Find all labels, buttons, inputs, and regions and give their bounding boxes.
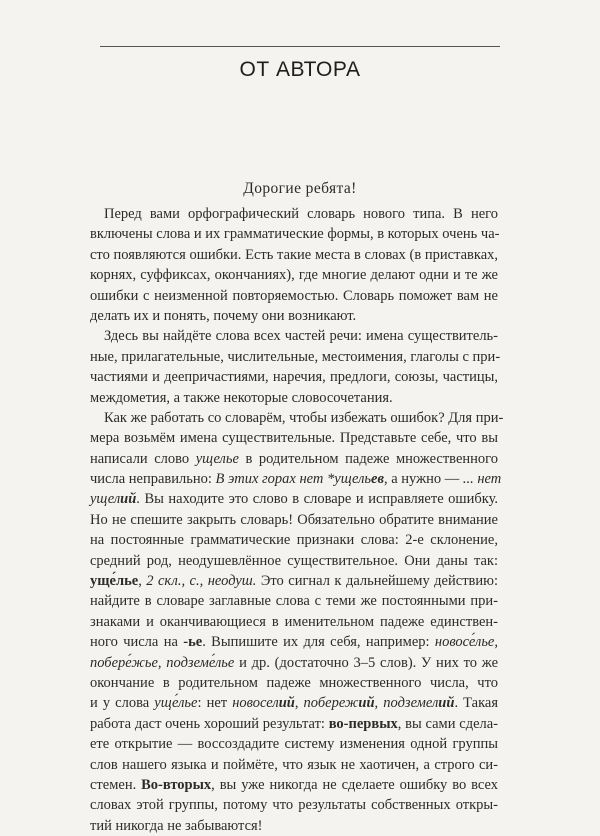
text-line bbox=[90, 816, 498, 836]
text-run: включены слова и их грамматические формы, в которых очень ча- bbox=[90, 226, 500, 243]
text-line bbox=[90, 489, 498, 509]
text-line bbox=[90, 408, 504, 428]
text-run: ущел bbox=[90, 491, 121, 508]
text-run: В этих горах нет *ущел bbox=[215, 471, 365, 488]
text-run: ий bbox=[358, 695, 375, 712]
text-run: и др. (достаточно 3–5 слов). У них то же bbox=[234, 654, 499, 671]
text-run: , вы уже никогда не сделаете ошибку во всех bbox=[211, 776, 498, 793]
text-run: ущелье bbox=[195, 450, 239, 467]
body-text bbox=[90, 204, 504, 836]
text-run: ь bbox=[364, 471, 372, 488]
text-run: на постоянные грамматические признаки слова: 2-е склонение, bbox=[90, 532, 498, 549]
text-run: в родительном падеже множественного bbox=[238, 450, 498, 467]
text-run: Но не спешите закрыть словарь! Обязательно обратите внимание bbox=[90, 511, 498, 528]
text-run: мера возьмём имена существительные. Представьте себе, что вы bbox=[90, 430, 498, 447]
text-run: Это сигнал к дальнейшему действию: bbox=[256, 573, 498, 590]
text-run: , вы сами сдела- bbox=[397, 715, 499, 732]
text-line bbox=[90, 755, 498, 775]
text-run: ного числа на bbox=[90, 634, 184, 651]
text-run: и у слова bbox=[90, 695, 155, 712]
text-run: : нет bbox=[197, 695, 233, 712]
text-line bbox=[90, 795, 498, 815]
text-run: ... нет bbox=[462, 471, 502, 488]
text-run: побере́жье, подземе́лье bbox=[90, 654, 235, 671]
text-line bbox=[90, 286, 498, 306]
text-run: окончание в родительном падеже множественного числа, что bbox=[90, 674, 498, 691]
text-run: . Такая bbox=[454, 695, 499, 712]
text-line bbox=[90, 693, 498, 713]
text-run: междометия, а также некоторые словосочетания. bbox=[90, 389, 393, 406]
text-line bbox=[90, 224, 498, 244]
text-line bbox=[90, 245, 498, 265]
text-run: во-первых bbox=[328, 715, 398, 732]
page-title: ОТ АВТОРА bbox=[239, 58, 361, 81]
text-run: найдите в словаре заглавные слова с теми же постоянными при- bbox=[90, 593, 498, 610]
text-run: ные, прилагательные, числительные, местоимения, глаголы с при- bbox=[90, 348, 501, 365]
text-line bbox=[90, 551, 498, 571]
text-line bbox=[90, 367, 498, 387]
header-rule bbox=[100, 46, 500, 47]
text-run: знаками и оканчивающиеся в именительном падеже единствен- bbox=[90, 613, 498, 630]
text-run: Во-вторых bbox=[141, 776, 212, 793]
text-line bbox=[90, 571, 498, 591]
text-run: уще́лье bbox=[154, 695, 198, 712]
text-line bbox=[90, 530, 498, 550]
text-run: новосел bbox=[232, 695, 279, 712]
text-line bbox=[90, 469, 502, 489]
greeting: Дорогие ребята! bbox=[243, 180, 357, 197]
text-run: ошибки с неизменной повторяемостью. Словарь поможет вам не bbox=[90, 287, 498, 304]
text-run: Здесь вы найдёте слова всех частей речи: имена существитель- bbox=[104, 328, 498, 345]
text-run: побереж bbox=[303, 695, 359, 712]
text-run: слов нашего языка и поймёте, что язык не хаотичен, а строго си- bbox=[90, 756, 498, 773]
text-run: корнях, суффиксах, окончаниях), где многие делают одни и те же bbox=[90, 267, 498, 284]
text-run: подземел bbox=[383, 695, 439, 712]
text-line bbox=[90, 265, 498, 285]
text-run: , bbox=[138, 573, 147, 590]
text-run: ев bbox=[371, 471, 384, 488]
text-line bbox=[90, 449, 498, 469]
text-line bbox=[90, 673, 498, 693]
text-line bbox=[90, 612, 498, 632]
text-line bbox=[90, 326, 498, 346]
text-line bbox=[90, 734, 498, 754]
text-line bbox=[90, 204, 498, 224]
text-run: . Выпишите их для себя, например: bbox=[202, 634, 435, 651]
text-run: числа неправильно: bbox=[90, 471, 216, 488]
text-run: , bbox=[294, 695, 304, 712]
text-line bbox=[90, 653, 498, 673]
text-run: -ье bbox=[183, 634, 203, 651]
text-run: Как же работать со словарём, чтобы избежать ошибок? Для при- bbox=[104, 409, 504, 426]
text-run: написали слово bbox=[90, 450, 196, 467]
text-run: ущ bbox=[90, 573, 110, 590]
text-run: стемен. bbox=[90, 776, 142, 793]
text-run: ете открытие — воссоздадите систему изменения одной группы bbox=[90, 736, 498, 753]
text-run: тий никогда не забываются! bbox=[90, 817, 263, 834]
text-line bbox=[90, 714, 498, 734]
text-run: работа даст очень хороший результат: bbox=[90, 715, 329, 732]
text-line bbox=[90, 775, 498, 795]
text-run: сто появляются ошибки. Есть такие места в словах (в приставках, bbox=[90, 246, 498, 263]
text-run: 2 скл., с., неодуш. bbox=[146, 573, 257, 590]
text-line bbox=[90, 428, 498, 448]
text-line bbox=[90, 510, 498, 530]
text-line bbox=[90, 591, 498, 611]
text-run: . Вы находите это слово в словаре и исправляете ошибку. bbox=[136, 491, 498, 508]
text-run: словах этой группы, потому что результаты собственных откры- bbox=[90, 797, 498, 814]
text-line bbox=[90, 306, 498, 326]
text-run: средний род, неодушевлённое существительное. Они даны так: bbox=[90, 552, 498, 569]
text-run: частиями и деепричастиями, наречия, предлоги, союзы, частицы, bbox=[90, 369, 498, 386]
text-run: делать их и понять, почему они возникают. bbox=[90, 307, 357, 324]
text-run: ий bbox=[278, 695, 295, 712]
text-run: , bbox=[374, 695, 384, 712]
text-line bbox=[90, 388, 498, 408]
text-run: лье bbox=[115, 573, 139, 590]
text-run: , а нужно — bbox=[383, 471, 463, 488]
text-line bbox=[90, 632, 498, 652]
text-run: Перед вами орфографический словарь нового типа. В него bbox=[104, 206, 498, 222]
text-run: новосе́лье, bbox=[434, 634, 498, 651]
text-run: ий bbox=[120, 491, 137, 508]
text-run: ий bbox=[438, 695, 455, 712]
text-line bbox=[90, 347, 501, 367]
text-run: е́ bbox=[109, 573, 116, 590]
